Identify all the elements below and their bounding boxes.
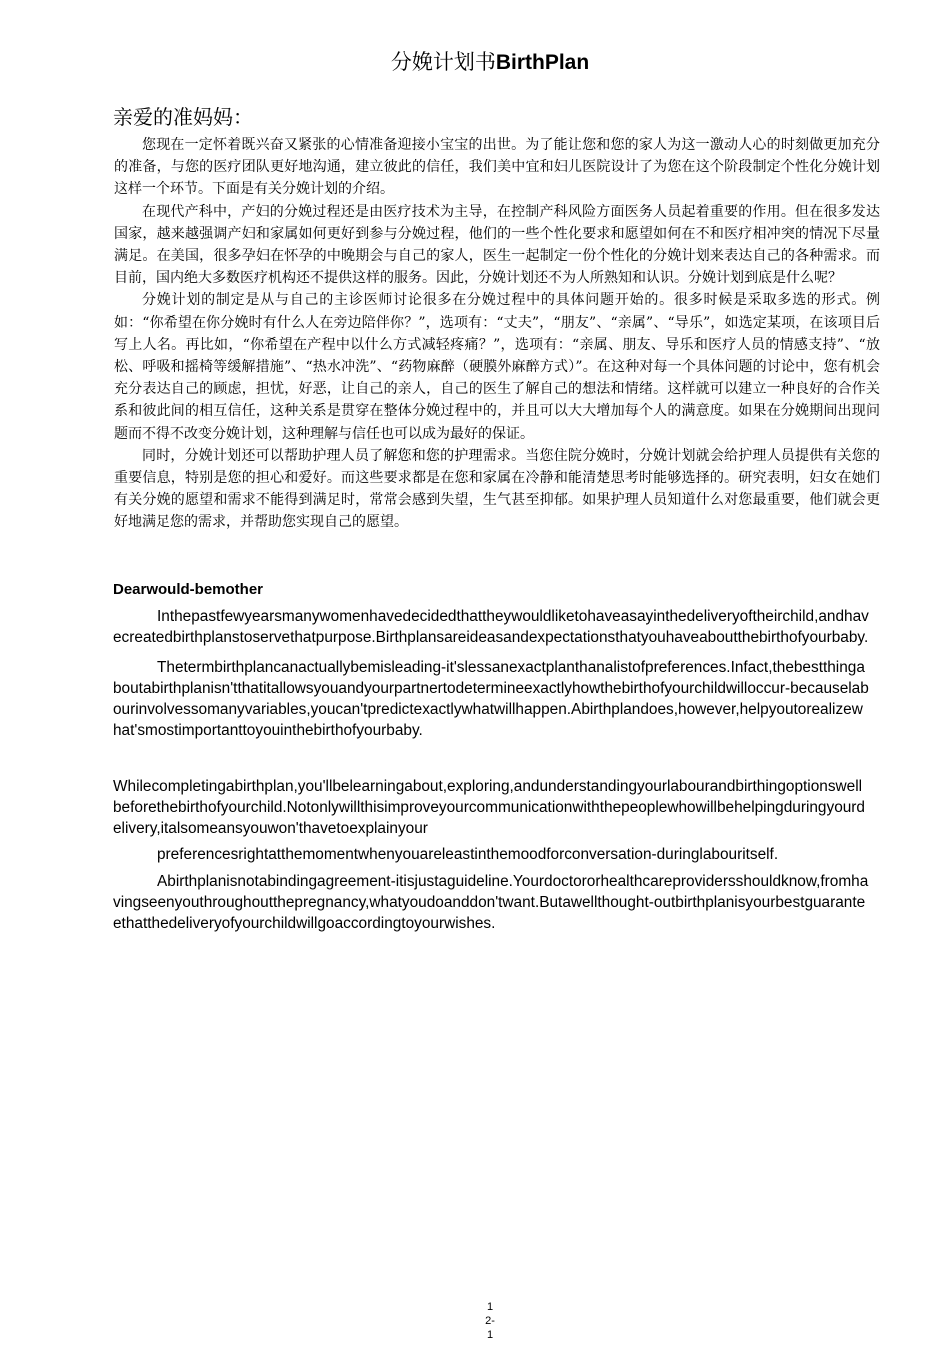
en-paragraph: preferencesrightatthemomentwhenyouareleastinthemoodforconversation-duringlabouritself. bbox=[157, 846, 779, 863]
page-number-line: 1 bbox=[486, 1301, 494, 1313]
en-paragraph: Inthepastfewyearsmanywomenhavedecidedthattheywouldliketohaveasayinthedeliveryoftheirchild,andhavecreatedbirthplanstoservethatpurpose.Birthplansareideasandexpectationsthatyouhaveaboutthebirthofyourbaby. bbox=[113, 608, 869, 646]
page-number-line: 1 bbox=[486, 1329, 494, 1341]
title-chinese: 分娩计划书 bbox=[390, 50, 496, 74]
page-number bbox=[470, 1300, 510, 1342]
en-paragraph: Abirthplanisnotabindingagreement-itisjustaguideline.Yourdoctororhealthcareprovidersshouldknow,fromhavingseenyouthroughoutthepregnancy,whatyoudoanddon'twant.Butawellthought-outbirthplanisyourbestguaranteethatthedeliveryofyourchildwillgoaccordingtoyourwishes. bbox=[113, 873, 869, 932]
chinese-body bbox=[114, 134, 880, 534]
english-body bbox=[113, 606, 869, 934]
title-english: BirthPlan bbox=[495, 51, 590, 74]
cn-paragraph: 在现代产科中，产妇的分娩过程还是由医疗技术为主导，在控制产科风险方面医务人员起着重要的作用。但在很多发达国家，越来越强调产妇和家属如何更好到参与分娩过程，他们的一些个性化要求和愿望如何在不和医疗相冲突的情况下尽量满足。在美国，很多孕妇在怀孕的中晚期会与自己的家人，医生一起制定一份个性化的分娩计划来表达自己的各种需求。而目前，国内绝大多数医疗机构还不提供这样的服务。因此，分娩计划还不为人所熟知和认识。分娩计划到底是什么呢？ bbox=[114, 203, 880, 287]
cn-paragraph: 同时，分娩计划还可以帮助护理人员了解您和您的护理需求。当您住院分娩时，分娩计划就会给护理人员提供有关您的重要信息，特别是您的担心和爱好。而这些要求都是在您和家属在冷静和能清楚思考时能够选择的。研究表明，妇女在她们有关分娩的愿望和需求不能得到满足时，常常会感到失望，生气甚至抑郁。如果护理人员知道什么对您最重要，他们就会更好地满足您的需求，并帮助您实现自己的愿望。 bbox=[114, 447, 880, 531]
greeting-chinese: 亲爱的准妈妈： bbox=[113, 105, 253, 129]
page-title bbox=[0, 48, 950, 77]
page-number-line: 2- bbox=[485, 1315, 495, 1327]
english-greeting: Dearwould-bemother bbox=[113, 581, 264, 598]
en-paragraph: Thetermbirthplancanactuallybemisleading-it'slessanexactplanthanalistofpreferences.Infact,thebestthingaboutabirthplanisn'tthatitallowsyouandyourpartnertodetermineexactlyhowthebirthofyourchildwilloccur-becauselabourinvolvessomanyvariables,youcan'tpredictexactlywhatwillhappen.Abirthplandoes,however,helpyoutorealizewhat'smostimportanttoyouinthebirthofyourbaby. bbox=[113, 659, 869, 739]
cn-paragraph: 分娩计划的制定是从与自己的主诊医师讨论很多在分娩过程中的具体问题开始的。很多时候是采取多选的形式。例如：“你希望在你分娩时有什么人在旁边陪伴你？”，选项有：“丈夫”，“朋友”、“亲属”、“导乐”，如选定某项，在该项目后写上人名。再比如，“你希望在产程中以什么方式减轻疼痛？”，选项有：“亲属、朋友、导乐和医疗人员的情感支持”、“放松、呼吸和摇椅等缓解措施”、“热水冲洗”、“药物麻醉（硬膜外麻醉方式）”。在这种对每一个具体问题的讨论中，您有机会充分表达自己的顾虑，担忧，好恶，让自己的亲人，自己的医生了解自己的想法和情绪。这样就可以建立一种良好的合作关系和彼此间的相互信任，这种关系是贯穿在整体分娩过程中的，并且可以大大增加每个人的满意度。如果在分娩期间出现问题而不得不改变分娩计划，这种理解与信任也可以成为最好的保证。 bbox=[114, 292, 880, 442]
en-paragraph: Whilecompletingabirthplan,you'llbelearningabout,exploring,andunderstandingyourlabourandbirthingoptionswellbeforethebirthofyourchild.Notonlywillthisimproveyourcommunicationwiththepeoplewhowillbehelpingduringyourdelivery,italsomeansyouwon'thavetoexplainyour bbox=[113, 778, 865, 837]
cn-paragraph: 您现在一定怀着既兴奋又紧张的心情准备迎接小宝宝的出世。为了能让您和您的家人为这一激动人心的时刻做更加充分的准备，与您的医疗团队更好地沟通，建立彼此的信任，我们美中宜和妇儿医院设计了为您在这个阶段制定个性化分娩计划这样一个环节。下面是有关分娩计划的介绍。 bbox=[114, 137, 880, 198]
